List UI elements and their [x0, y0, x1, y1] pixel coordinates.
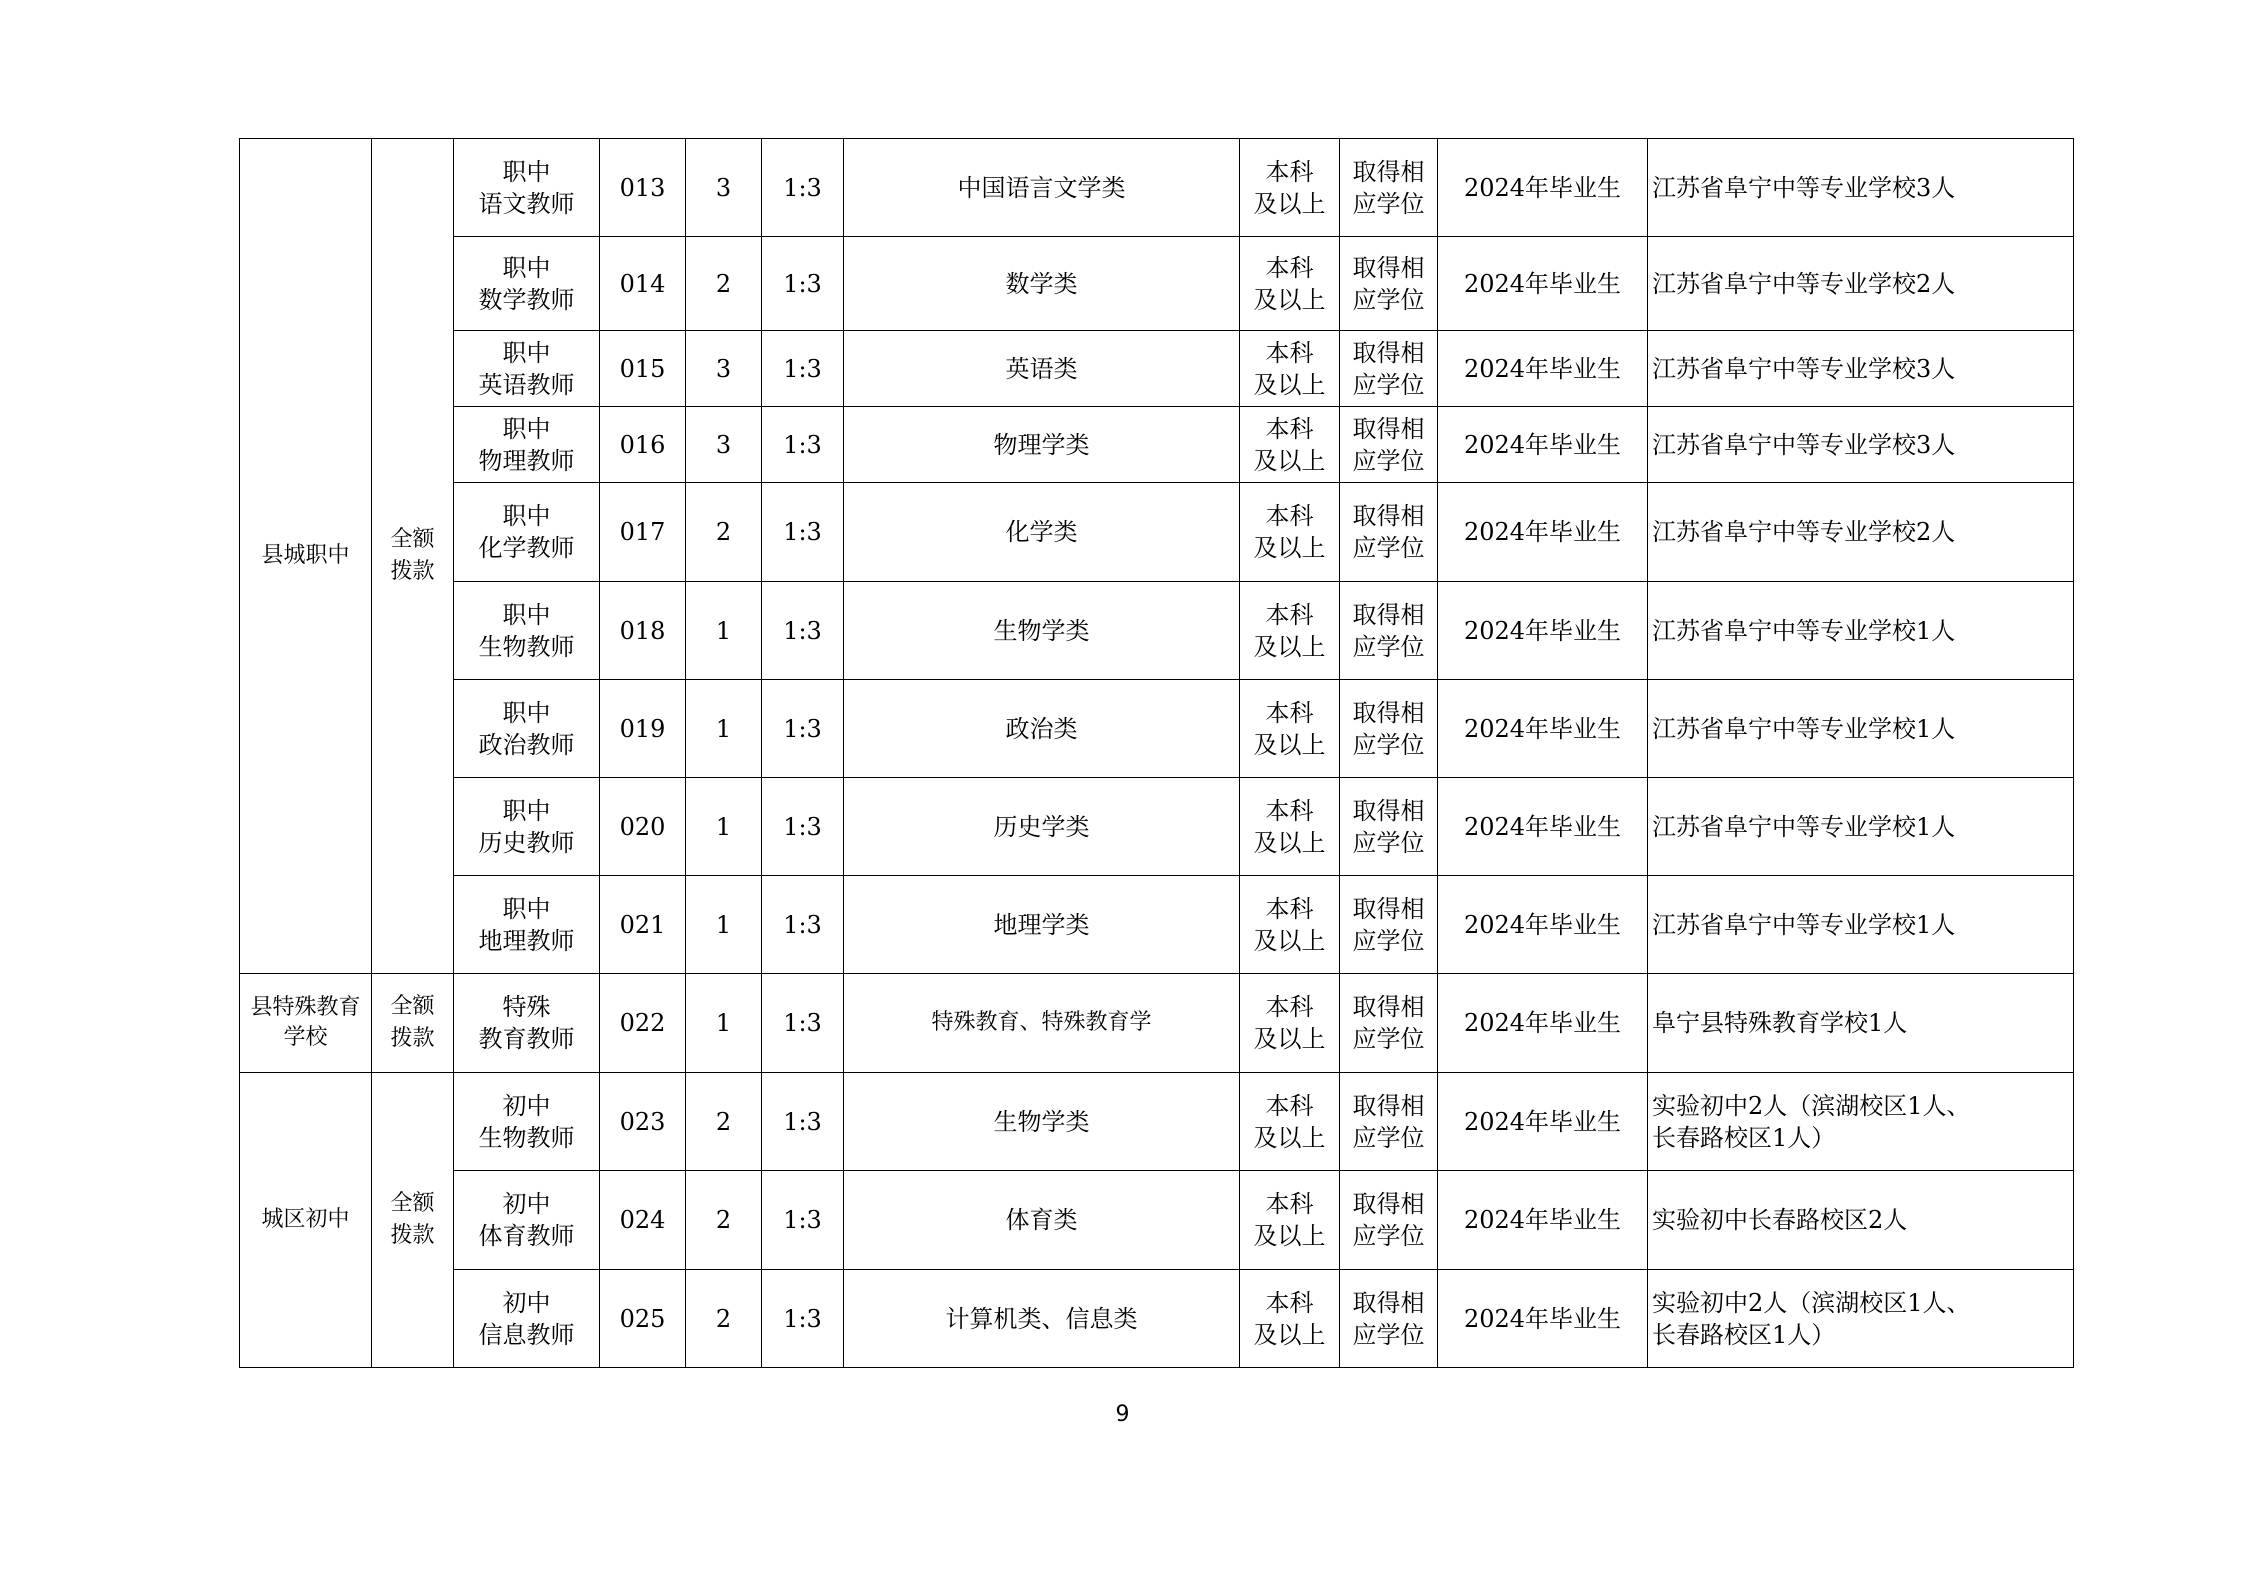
degree-cell — [1340, 237, 1438, 331]
count-cell: 3 — [686, 139, 762, 237]
unit-cell-urban-middle-school: 城区初中 — [240, 1073, 372, 1368]
ratio-cell: 1:3 — [762, 139, 844, 237]
placement-cell — [1648, 778, 2074, 876]
position-cell-line: 数学教师 — [478, 285, 575, 314]
placement-cell — [1648, 1270, 2074, 1368]
target-cell: 2024年毕业生 — [1438, 331, 1648, 407]
position-cell — [454, 483, 600, 582]
code-cell: 017 — [600, 483, 686, 582]
position-cell-line: 物理教师 — [478, 446, 575, 475]
placement-cell — [1648, 876, 2074, 974]
table-row — [240, 680, 2074, 778]
placement-cell — [1648, 1171, 2074, 1270]
education-cell-line: 本科 — [1265, 1091, 1314, 1120]
target-cell: 2024年毕业生 — [1438, 1171, 1648, 1270]
degree-cell-line: 应学位 — [1352, 1320, 1425, 1349]
position-cell-line: 语文教师 — [478, 189, 575, 218]
table-row — [240, 139, 2074, 237]
degree-cell — [1340, 139, 1438, 237]
education-cell-line: 本科 — [1265, 338, 1314, 367]
degree-cell-line: 取得相 — [1352, 1190, 1425, 1218]
placement-cell — [1648, 974, 2074, 1073]
major-cell: 特殊教育、特殊教育学 — [844, 974, 1240, 1073]
target-cell: 2024年毕业生 — [1438, 139, 1648, 237]
degree-cell — [1340, 1171, 1438, 1270]
degree-cell — [1340, 1270, 1438, 1368]
position-cell — [454, 680, 600, 778]
education-cell-line: 及以上 — [1253, 1025, 1326, 1053]
placement-cell-line: 实验初中2人（滨湖校区1人、 — [1652, 1288, 1971, 1317]
count-cell: 1 — [686, 582, 762, 680]
count-cell: 1 — [686, 974, 762, 1073]
education-cell — [1240, 582, 1340, 680]
target-cell: 2024年毕业生 — [1438, 237, 1648, 331]
position-cell-line: 职中 — [502, 157, 551, 186]
degree-cell-line: 取得相 — [1352, 796, 1425, 825]
placement-cell — [1648, 139, 2074, 237]
major-cell: 生物学类 — [844, 582, 1240, 680]
degree-cell-line: 应学位 — [1352, 1123, 1425, 1152]
placement-cell-line: 江苏省阜宁中等专业学校3人 — [1652, 354, 1956, 383]
funding-cell-line: 拨款 — [390, 1026, 435, 1051]
degree-cell-line: 取得相 — [1352, 993, 1425, 1021]
education-cell — [1240, 1073, 1340, 1171]
degree-cell-line: 应学位 — [1352, 632, 1425, 661]
table-row — [240, 483, 2074, 582]
position-cell — [454, 876, 600, 974]
count-cell: 2 — [686, 237, 762, 331]
table-row — [240, 582, 2074, 680]
recruitment-table — [239, 138, 2074, 1368]
target-cell: 2024年毕业生 — [1438, 1270, 1648, 1368]
code-cell: 022 — [600, 974, 686, 1073]
education-cell — [1240, 483, 1340, 582]
major-cell: 生物学类 — [844, 1073, 1240, 1171]
education-cell-line: 本科 — [1265, 796, 1314, 825]
education-cell-line: 本科 — [1265, 502, 1314, 530]
degree-cell-line: 取得相 — [1352, 414, 1425, 443]
degree-cell-line: 应学位 — [1352, 1222, 1425, 1250]
position-cell-line: 职中 — [502, 894, 551, 923]
degree-cell-line: 应学位 — [1352, 730, 1425, 759]
placement-cell-line: 江苏省阜宁中等专业学校1人 — [1652, 714, 1956, 743]
education-cell-line: 本科 — [1265, 993, 1314, 1021]
education-cell-line: 及以上 — [1253, 632, 1326, 661]
education-cell — [1240, 974, 1340, 1073]
placement-cell-line: 江苏省阜宁中等专业学校1人 — [1652, 812, 1956, 841]
position-cell-line: 信息教师 — [478, 1320, 575, 1349]
code-cell: 019 — [600, 680, 686, 778]
position-cell-line: 初中 — [502, 1091, 551, 1120]
table-row — [240, 331, 2074, 407]
count-cell: 3 — [686, 407, 762, 483]
target-cell: 2024年毕业生 — [1438, 974, 1648, 1073]
table-row — [240, 974, 2074, 1073]
ratio-cell: 1:3 — [762, 1073, 844, 1171]
table-row — [240, 1171, 2074, 1270]
degree-cell-line: 取得相 — [1352, 157, 1425, 186]
education-cell — [1240, 1270, 1340, 1368]
table-body — [240, 139, 2074, 1368]
position-cell-line: 职中 — [502, 253, 551, 282]
count-cell: 2 — [686, 1171, 762, 1270]
degree-cell-line: 取得相 — [1352, 600, 1425, 629]
education-cell-line: 及以上 — [1253, 446, 1326, 475]
major-cell: 历史学类 — [844, 778, 1240, 876]
placement-cell — [1648, 237, 2074, 331]
placement-cell — [1648, 483, 2074, 582]
ratio-cell: 1:3 — [762, 237, 844, 331]
unit-cell-vocational-school: 县城职中 — [240, 139, 372, 974]
position-cell-line: 初中 — [502, 1190, 551, 1218]
education-cell — [1240, 139, 1340, 237]
target-cell: 2024年毕业生 — [1438, 407, 1648, 483]
placement-cell — [1648, 407, 2074, 483]
position-cell-line: 特殊 — [502, 993, 551, 1021]
education-cell-line: 本科 — [1265, 894, 1314, 923]
ratio-cell: 1:3 — [762, 1171, 844, 1270]
degree-cell-line: 取得相 — [1352, 338, 1425, 367]
education-cell-line: 本科 — [1265, 1190, 1314, 1218]
unit-cell-special-education-school: 县特殊教育学校 — [240, 974, 372, 1073]
placement-cell-line: 江苏省阜宁中等专业学校2人 — [1652, 269, 1956, 298]
position-cell-line: 职中 — [502, 600, 551, 629]
code-cell: 021 — [600, 876, 686, 974]
position-cell-line: 政治教师 — [478, 730, 575, 759]
target-cell: 2024年毕业生 — [1438, 1073, 1648, 1171]
ratio-cell: 1:3 — [762, 582, 844, 680]
education-cell — [1240, 407, 1340, 483]
placement-cell-line: 阜宁县特殊教育学校1人 — [1652, 1009, 1908, 1037]
count-cell: 3 — [686, 331, 762, 407]
funding-cell-line: 全额 — [390, 994, 435, 1019]
degree-cell-line: 取得相 — [1352, 1288, 1425, 1317]
degree-cell — [1340, 331, 1438, 407]
position-cell-line: 职中 — [502, 414, 551, 443]
count-cell: 2 — [686, 1073, 762, 1171]
count-cell: 1 — [686, 680, 762, 778]
position-cell — [454, 1270, 600, 1368]
degree-cell — [1340, 407, 1438, 483]
ratio-cell: 1:3 — [762, 483, 844, 582]
major-cell: 数学类 — [844, 237, 1240, 331]
placement-cell-line: 实验初中2人（滨湖校区1人、 — [1652, 1091, 1971, 1120]
table-row — [240, 778, 2074, 876]
ratio-cell: 1:3 — [762, 974, 844, 1073]
ratio-cell: 1:3 — [762, 331, 844, 407]
count-cell: 2 — [686, 483, 762, 582]
education-cell-line: 及以上 — [1253, 534, 1326, 562]
funding-cell-line: 全额 — [390, 1191, 435, 1216]
code-cell: 015 — [600, 331, 686, 407]
education-cell — [1240, 1171, 1340, 1270]
education-cell-line: 及以上 — [1253, 730, 1326, 759]
degree-cell-line: 取得相 — [1352, 1091, 1425, 1120]
degree-cell-line: 应学位 — [1352, 285, 1425, 314]
code-cell: 023 — [600, 1073, 686, 1171]
education-cell-line: 及以上 — [1253, 1123, 1326, 1152]
position-cell-line: 体育教师 — [478, 1222, 575, 1250]
placement-cell-line: 江苏省阜宁中等专业学校1人 — [1652, 616, 1956, 645]
position-cell — [454, 1171, 600, 1270]
placement-cell-line: 长春路校区1人） — [1652, 1123, 1836, 1152]
degree-cell — [1340, 974, 1438, 1073]
target-cell: 2024年毕业生 — [1438, 778, 1648, 876]
degree-cell — [1340, 483, 1438, 582]
degree-cell-line: 应学位 — [1352, 446, 1425, 475]
code-cell: 018 — [600, 582, 686, 680]
education-cell-line: 本科 — [1265, 253, 1314, 282]
placement-cell-line: 江苏省阜宁中等专业学校1人 — [1652, 910, 1956, 939]
degree-cell — [1340, 582, 1438, 680]
education-cell-line: 及以上 — [1253, 1222, 1326, 1250]
code-cell: 025 — [600, 1270, 686, 1368]
code-cell: 020 — [600, 778, 686, 876]
position-cell-line: 职中 — [502, 796, 551, 825]
education-cell-line: 及以上 — [1253, 828, 1326, 857]
education-cell — [1240, 876, 1340, 974]
degree-cell — [1340, 1073, 1438, 1171]
education-cell-line: 本科 — [1265, 600, 1314, 629]
education-cell — [1240, 778, 1340, 876]
degree-cell-line: 应学位 — [1352, 926, 1425, 955]
position-cell — [454, 582, 600, 680]
table-row — [240, 237, 2074, 331]
position-cell-line: 英语教师 — [478, 370, 575, 399]
position-cell-line: 职中 — [502, 338, 551, 367]
table-row — [240, 1073, 2074, 1171]
code-cell: 013 — [600, 139, 686, 237]
target-cell: 2024年毕业生 — [1438, 582, 1648, 680]
ratio-cell: 1:3 — [762, 778, 844, 876]
degree-cell-line: 应学位 — [1352, 534, 1425, 562]
table-row — [240, 876, 2074, 974]
major-cell: 中国语言文学类 — [844, 139, 1240, 237]
degree-cell-line: 应学位 — [1352, 1025, 1425, 1053]
major-cell: 计算机类、信息类 — [844, 1270, 1240, 1368]
page-number: 9 — [1115, 1402, 1130, 1427]
funding-cell-line: 全额 — [390, 527, 435, 552]
education-cell — [1240, 331, 1340, 407]
degree-cell — [1340, 778, 1438, 876]
placement-cell-line: 江苏省阜宁中等专业学校2人 — [1652, 518, 1956, 546]
funding-cell-line: 拨款 — [390, 1223, 435, 1248]
major-cell: 政治类 — [844, 680, 1240, 778]
placement-cell — [1648, 1073, 2074, 1171]
degree-cell-line: 取得相 — [1352, 698, 1425, 727]
education-cell — [1240, 680, 1340, 778]
placement-cell — [1648, 331, 2074, 407]
funding-cell — [372, 974, 454, 1073]
education-cell — [1240, 237, 1340, 331]
placement-cell-line: 长春路校区1人） — [1652, 1320, 1836, 1349]
position-cell — [454, 407, 600, 483]
position-cell — [454, 974, 600, 1073]
position-cell — [454, 139, 600, 237]
count-cell: 1 — [686, 778, 762, 876]
degree-cell — [1340, 876, 1438, 974]
position-cell-line: 初中 — [502, 1288, 551, 1317]
position-cell-line: 职中 — [502, 698, 551, 727]
table-row — [240, 407, 2074, 483]
major-cell: 化学类 — [844, 483, 1240, 582]
position-cell-line: 生物教师 — [478, 632, 575, 661]
placement-cell — [1648, 582, 2074, 680]
education-cell-line: 及以上 — [1253, 926, 1326, 955]
count-cell: 2 — [686, 1270, 762, 1368]
position-cell-line: 教育教师 — [478, 1025, 575, 1053]
position-cell-line: 生物教师 — [478, 1123, 575, 1152]
major-cell: 地理学类 — [844, 876, 1240, 974]
degree-cell-line: 应学位 — [1352, 828, 1425, 857]
code-cell: 016 — [600, 407, 686, 483]
degree-cell — [1340, 680, 1438, 778]
position-cell-line: 地理教师 — [478, 926, 575, 955]
placement-cell — [1648, 680, 2074, 778]
degree-cell-line: 取得相 — [1352, 253, 1425, 282]
placement-cell-line: 江苏省阜宁中等专业学校3人 — [1652, 173, 1956, 202]
funding-cell-line: 拨款 — [390, 559, 435, 584]
degree-cell-line: 取得相 — [1352, 894, 1425, 923]
degree-cell-line: 应学位 — [1352, 370, 1425, 399]
ratio-cell: 1:3 — [762, 680, 844, 778]
funding-cell — [372, 1073, 454, 1368]
position-cell — [454, 778, 600, 876]
major-cell: 体育类 — [844, 1171, 1240, 1270]
education-cell-line: 本科 — [1265, 157, 1314, 186]
education-cell-line: 及以上 — [1253, 285, 1326, 314]
position-cell-line: 职中 — [502, 502, 551, 530]
education-cell-line: 本科 — [1265, 414, 1314, 443]
placement-cell-line: 江苏省阜宁中等专业学校3人 — [1652, 430, 1956, 459]
target-cell: 2024年毕业生 — [1438, 876, 1648, 974]
position-cell — [454, 237, 600, 331]
target-cell: 2024年毕业生 — [1438, 680, 1648, 778]
major-cell: 英语类 — [844, 331, 1240, 407]
major-cell: 物理学类 — [844, 407, 1240, 483]
degree-cell-line: 取得相 — [1352, 502, 1425, 530]
count-cell: 1 — [686, 876, 762, 974]
education-cell-line: 及以上 — [1253, 189, 1326, 218]
table-row — [240, 1270, 2074, 1368]
ratio-cell: 1:3 — [762, 1270, 844, 1368]
education-cell-line: 及以上 — [1253, 370, 1326, 399]
education-cell-line: 本科 — [1265, 698, 1314, 727]
ratio-cell: 1:3 — [762, 407, 844, 483]
position-cell-line: 化学教师 — [478, 534, 575, 562]
education-cell-line: 本科 — [1265, 1288, 1314, 1317]
funding-cell — [372, 139, 454, 974]
position-cell — [454, 331, 600, 407]
education-cell-line: 及以上 — [1253, 1320, 1326, 1349]
ratio-cell: 1:3 — [762, 876, 844, 974]
code-cell: 024 — [600, 1171, 686, 1270]
target-cell: 2024年毕业生 — [1438, 483, 1648, 582]
placement-cell-line: 实验初中长春路校区2人 — [1652, 1206, 1908, 1234]
position-cell — [454, 1073, 600, 1171]
code-cell: 014 — [600, 237, 686, 331]
position-cell-line: 历史教师 — [478, 828, 575, 857]
degree-cell-line: 应学位 — [1352, 189, 1425, 218]
